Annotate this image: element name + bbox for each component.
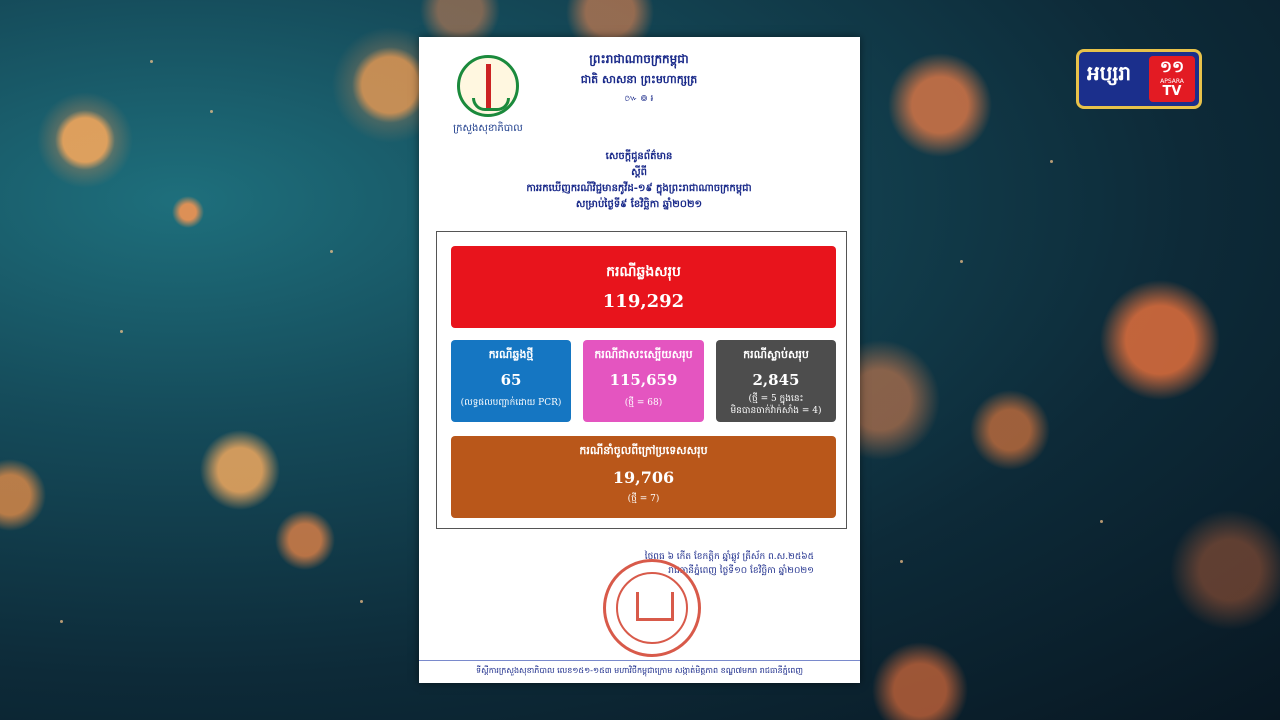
solar-date: រាជធានីភ្នំពេញ ថ្ងៃទី១០ ខែវិច្ឆិកា ឆ្នាំ២០២១ bbox=[668, 566, 814, 576]
title-line-2: ស្តីពី bbox=[631, 167, 647, 178]
bokeh-speck bbox=[150, 60, 153, 63]
stats-panel bbox=[436, 231, 847, 529]
imported-cases-note: (ថ្មី = 7) bbox=[627, 494, 660, 504]
bokeh-speck bbox=[900, 560, 903, 563]
deaths-note-line-1: (ថ្មី = 5 ក្នុងនេះ bbox=[748, 394, 804, 404]
bokeh-speck bbox=[120, 330, 123, 333]
tv-logo-tv: TV bbox=[1162, 84, 1182, 99]
new-cases-card bbox=[451, 340, 571, 422]
title-line-3: ការរកឃើញករណីវិជ្ជមានកូវីដ-១៩ ក្នុងព្រះរាជាណាចក្រកម្ពុជា bbox=[526, 183, 752, 194]
title-line-4: សម្រាប់ថ្ងៃទី៩ ខែវិច្ឆិកា ឆ្នាំ២០២១ bbox=[575, 199, 703, 210]
total-cases-label: ករណីឆ្លងសរុប bbox=[606, 264, 681, 280]
recovered-label: ករណីជាសះស្បើយសរុប bbox=[594, 348, 693, 361]
total-cases-value: 119,292 bbox=[602, 291, 685, 312]
title-line-1: សេចក្តីជូនព័ត៌មាន bbox=[605, 151, 673, 162]
bokeh-speck bbox=[60, 620, 63, 623]
new-cases-note: (លទ្ធផលបញ្ជាក់ដោយ PCR) bbox=[460, 398, 562, 408]
new-cases-value: 65 bbox=[500, 371, 522, 389]
deaths-note bbox=[716, 393, 836, 417]
imported-cases-value: 19,706 bbox=[612, 468, 675, 487]
recovered-value: 115,659 bbox=[609, 371, 678, 389]
ministry-name: ក្រសួងសុខាភិបាល bbox=[453, 123, 523, 134]
tv-logo-sub: APSARA bbox=[1160, 78, 1184, 85]
bokeh-speck bbox=[360, 600, 363, 603]
ministry-logo bbox=[443, 55, 533, 136]
imported-cases-card bbox=[451, 436, 836, 518]
announcement-title bbox=[459, 149, 819, 213]
recovered-note: (ថ្មី = 68) bbox=[624, 398, 663, 408]
bokeh-speck bbox=[1050, 160, 1053, 163]
ministry-emblem-icon bbox=[457, 55, 519, 117]
motto-heading: ជាតិ សាសនា ព្រះមហាក្សត្រ bbox=[580, 73, 698, 86]
imported-cases-label: ករណីនាំចូលពីក្រៅប្រទេសសរុប bbox=[579, 444, 708, 457]
tv-logo-badge bbox=[1149, 56, 1195, 102]
total-cases-card bbox=[451, 246, 836, 328]
deaths-note-line-2: មិនបានចាក់វ៉ាក់សាំង = 4) bbox=[730, 406, 822, 416]
tv-logo-word: អប្សរា bbox=[1087, 61, 1132, 85]
bokeh-speck bbox=[210, 110, 213, 113]
new-cases-label: ករណីឆ្លងថ្មី bbox=[488, 348, 534, 361]
deaths-label: ករណីស្លាប់សរុប bbox=[743, 348, 809, 361]
apsara-tv-logo bbox=[1076, 49, 1202, 109]
lunar-date: ថ្ងៃពុធ ៦ កើត ខែកត្តិក ឆ្នាំឆ្លូវ ត្រីស័ក ព.ស.២៥៦៥ bbox=[644, 552, 814, 562]
bokeh-speck bbox=[960, 260, 963, 263]
recovered-card bbox=[583, 340, 704, 422]
covid-report-document bbox=[419, 37, 860, 683]
bokeh-speck bbox=[330, 250, 333, 253]
deaths-value: 2,845 bbox=[752, 371, 800, 389]
deaths-card bbox=[716, 340, 836, 422]
bokeh-speck bbox=[1100, 520, 1103, 523]
address-footer: ទីស្តីការក្រសួងសុខាភិបាល លេខ១៥១-១៥៣ មហាវិថីកម្ពុជាក្រោម សង្កាត់មិត្តភាព ខណ្ឌ៧មករា រាជធានីភ្នំពេញ bbox=[419, 660, 860, 677]
ornament: ៚ ៙ ៛ bbox=[624, 94, 654, 104]
tv-logo-number: ១១ bbox=[1159, 57, 1185, 76]
kingdom-heading: ព្រះរាជាណាចក្រកម្ពុជា bbox=[589, 52, 689, 66]
official-seal-icon bbox=[603, 559, 701, 657]
